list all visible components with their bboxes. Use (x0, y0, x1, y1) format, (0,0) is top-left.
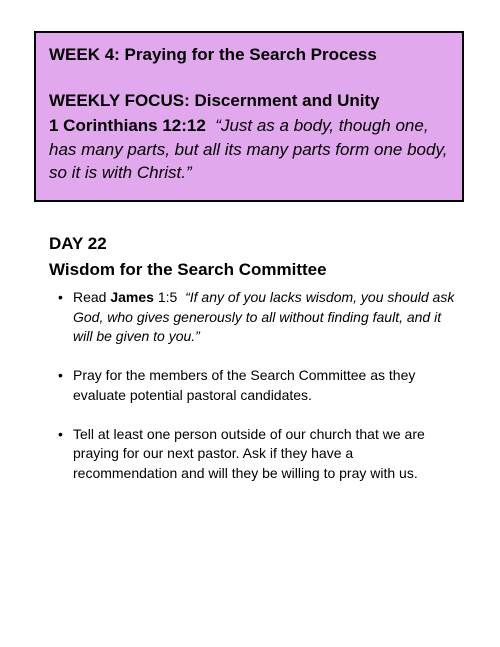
item-text: Tell at least one person outside of our church that we are praying for our next pastor. Ask if they have a recommendation and will they be willing to pray with us. (73, 425, 425, 481)
verse-quote: “Just as a body, though one, has many parts, but all its many parts form one body, so it is with Christ.” (49, 116, 448, 182)
weekly-verse (49, 114, 449, 185)
bullet-icon: • (58, 289, 63, 305)
day-heading: DAY 22 (49, 234, 107, 253)
task-list (49, 288, 459, 483)
week-title: WEEK 4: Praying for the Search Process (49, 45, 377, 64)
weekly-focus-box (34, 31, 464, 202)
verse-reference: 1 Corinthians 12:12 (49, 116, 206, 135)
bullet-icon: • (58, 425, 63, 442)
list-item (49, 288, 459, 347)
scripture-quote: “If any of you lacks wisdom, you should ask God, who gives generously to all without finding fault, and it will be given to you.” (73, 289, 455, 344)
scripture-ref: 1:5 (153, 289, 178, 305)
scripture-book: James (110, 289, 154, 305)
read-prefix: Read (73, 289, 111, 305)
weekly-focus-heading: WEEKLY FOCUS: Discernment and Unity (49, 91, 380, 110)
bullet-icon: • (58, 367, 63, 383)
day-section (49, 232, 459, 503)
list-item (49, 425, 459, 484)
list-item (49, 366, 459, 405)
day-subtitle: Wisdom for the Search Committee (49, 260, 327, 279)
item-text: Pray for the members of the Search Committee as they evaluate potential pastoral candidates. (73, 367, 416, 403)
